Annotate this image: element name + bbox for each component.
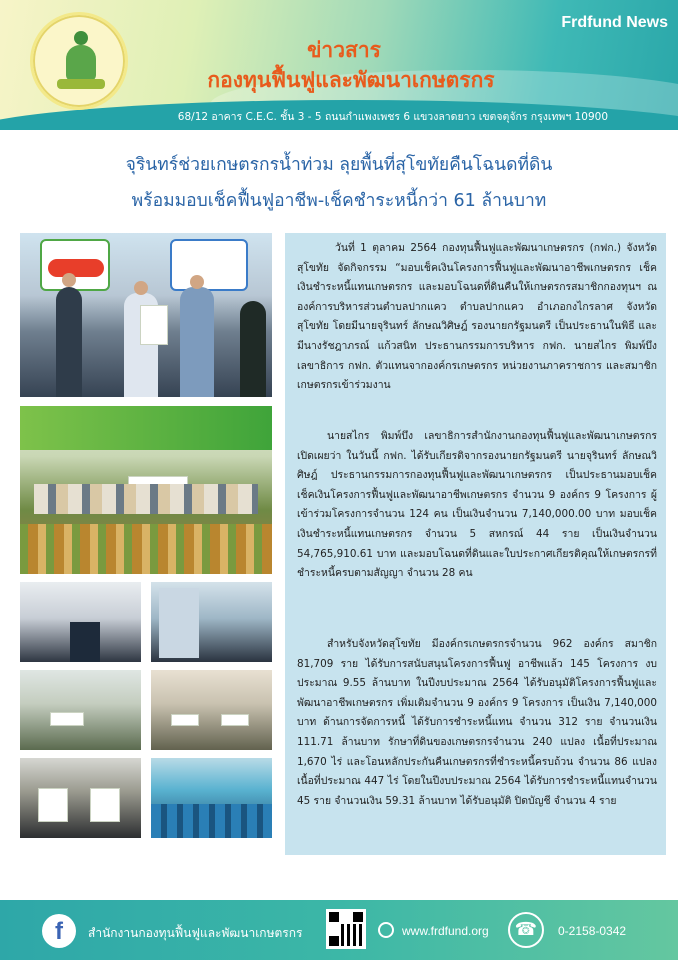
newsletter-title: ข่าวสาร bbox=[307, 38, 381, 62]
photo-land-deed-presentation bbox=[20, 758, 141, 838]
certificate bbox=[140, 305, 168, 345]
person-left-head bbox=[62, 273, 76, 287]
photo-cheque-group-1 bbox=[20, 670, 141, 750]
globe-icon bbox=[378, 922, 394, 938]
phone-icon: ☎ bbox=[508, 912, 544, 948]
photo-speaker-podium bbox=[20, 582, 141, 662]
fund-name-title: กองทุนฟื้นฟูและพัฒนาเกษตรกร bbox=[207, 68, 495, 92]
article-paragraph-2: นายสไกร พิมพ์บึง เลขาธิการสำนักงานกองทุนฟื้นฟูและพัฒนาเกษตรกร เปิดเผยว่า ในวันนี้ กฟก. ได้รับเกียรติจากรองนายกรัฐมนตรี นายจุรินทร์ ลักษณวิศิษฎ์ ประธานกรรมการกองทุนฟื้นฟูและพัฒนาเกษตรกร เป็นประธานมอบเช็ค เช็คเงินโครงการฟื้นฟูและพัฒนาอาชีพเกษตรกร จำนวน 9 องค์กร 9 โครงการ ผู้เข้าร่วมโครงการจำนวน 124 คน เป็นเงินจำนวน 7,140,000.00 บาท มอบเช็คเงินชำระหนี้แทนเกษตรกร จำนวน 5 สหกรณ์ 44 ราย เป็นเงินจำนวน 54,765,910.61 บาท และมอบโฉนดที่ดินและใบประกาศเกียรติคุณให้เกษตรกรที่ชำระหนี้ครบตามสัญญา จำนวน 28 คน bbox=[297, 430, 657, 580]
stage-banner bbox=[20, 406, 272, 450]
banner-message bbox=[170, 239, 248, 291]
office-address: 68/12 อาคาร C.E.C. ชั้น 3 - 5 ถนนกำแพงเพชร 6 แขวงลาดยาว เขตจตุจักร กรุงเทพฯ 10900 bbox=[177, 111, 608, 123]
banner-logo-mark bbox=[48, 259, 104, 277]
brand-title: Frdfund News bbox=[561, 14, 668, 31]
photo-officials-standing bbox=[151, 582, 272, 662]
cheque-2a bbox=[171, 714, 199, 726]
article-paragraph-1: วันที่ 1 ตุลาคม 2564 กองทุนฟื้นฟูและพัฒนาเกษตรกร (กฟก.) จังหวัดสุโขทัย จัดกิจกรรม “มอบเช็คเงินโครงการฟื้นฟูและพัฒนาอาชีพเกษตรกร เช็คเงินชำระหนี้แทนเกษตรกร และมอบโฉนดที่ดินคืนให้เกษตรกรสมาชิกกองทุนฯ ณ องค์การบริหารส่วนตำบลปากแคว ตำบลปากแคว อำเภอกงไกรลาศ จังหวัดสุโขทัย โดยมีนายจุรินทร์ ลักษณวิศิษฎ์ รองนายกรัฐมนตรี เป็นประธานในพิธี และมีนางรัชฎาภรณ์ แก้วสนิท ประธานกรรมการบริหาร กฟก. นายสไกร พิมพ์บึง เลขาธิการ กฟก. ตัวแทนจากองค์กรเกษตรกร หน่วยงานภาคราชการ และสมาชิกเกษตรกรเข้าร่วมงาน bbox=[297, 242, 657, 392]
poster-portrait bbox=[159, 588, 199, 658]
photo-ceremony-handover bbox=[20, 233, 272, 397]
photo-cheque-group-2 bbox=[151, 670, 272, 750]
article-paragraph-3: สำหรับจังหวัดสุโขทัย มีองค์กรเกษตรกรจำนวน 962 องค์กร สมาชิก 81,709 ราย ได้รับการสนับสนุนโครงการฟื้นฟู อาชีพแล้ว 145 โครงการ งบประมาณ 9.55 ล้านบาท ในปีงบประมาณ 2564 ได้รับอนุมัติโครงการฟื้นฟูและพัฒนาอาชีพเกษตรกร เพิ่มเติมจำนวน 9 องค์กร 9 โครงการ เป็นเงิน 7,140,000 บาท ด้านการจัดการหนี้ ได้รับการชำระหนี้แทน จำนวน 312 ราย จำนวนเงิน 111.71 ล้านบาท รักษาที่ดินของเกษตรกรจำนวน 240 แปลง เนื้อที่ประมาณ 1,670 ไร่ และโอนหลักประกันคืนเกษตรกรที่ชำระหนี้ครบถ้วน จำนวน 86 แปลง เนื้อที่ประมาณ 447 ไร่ โดยในปีงบประมาณ 2564 ได้รับการชำระหนี้แทนจำนวน 45 ราย จำนวนเงิน 59.31 ล้านบาท ได้รับอนุมัติ ปิดบัญชี จำนวน 4 ราย bbox=[297, 638, 657, 807]
person-far-right bbox=[240, 301, 266, 397]
person-center-head bbox=[134, 281, 148, 295]
article-panel bbox=[285, 233, 666, 855]
headline-line2: พร้อมมอบเช็คฟื้นฟูอาชีพ-เช็คชำระหนี้กว่า 61 ล้านบาท bbox=[131, 191, 547, 211]
footer-website-link[interactable]: www.frdfund.org bbox=[402, 924, 489, 938]
person-left bbox=[56, 287, 82, 397]
person-right-head bbox=[190, 275, 204, 289]
cheque-1 bbox=[50, 712, 84, 726]
headline-line1: จุรินทร์ช่วยเกษตรกรน้ำท่วม ลุยพื้นที่สุโขทัยคืนโฉนดที่ดิน bbox=[125, 155, 553, 175]
photo-staff-group bbox=[151, 758, 272, 838]
podium bbox=[70, 622, 100, 662]
deed-1 bbox=[38, 788, 68, 822]
person-right bbox=[180, 287, 214, 397]
decoration-plants bbox=[20, 524, 272, 574]
staff-row bbox=[151, 804, 272, 838]
deed-2 bbox=[90, 788, 120, 822]
cheque-2b bbox=[221, 714, 249, 726]
photo-group-on-stage bbox=[20, 406, 272, 574]
footer-org-name: สำนักงานกองทุนฟื้นฟูและพัฒนาเกษตรกร bbox=[88, 926, 303, 940]
stage-people-row bbox=[34, 484, 258, 514]
facebook-icon[interactable]: f bbox=[42, 914, 76, 948]
qr-code-icon bbox=[326, 909, 366, 949]
footer-phone-number[interactable]: 0-2158-0342 bbox=[558, 924, 627, 938]
